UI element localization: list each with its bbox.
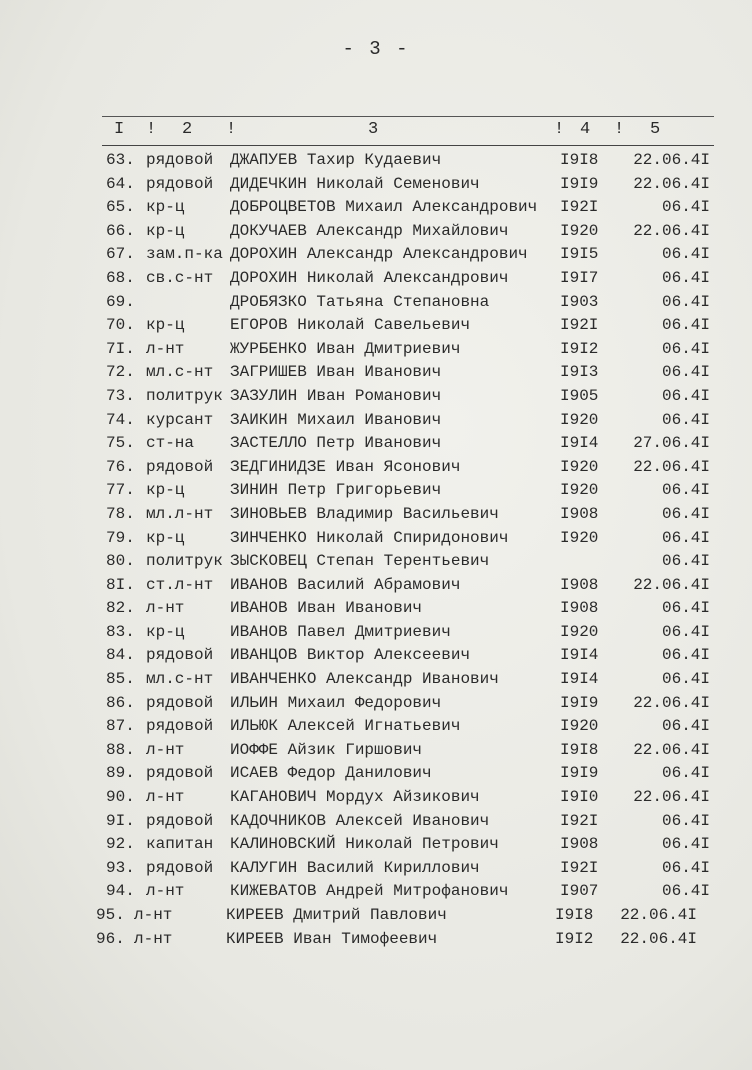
row-date: 22.06.4I <box>633 151 710 169</box>
row-number: 84. <box>106 646 135 665</box>
row-date: 06.4I <box>661 670 710 689</box>
table-row <box>0 739 752 763</box>
row-birth-year: I9I4 <box>560 670 599 689</box>
row-number: 79. <box>106 528 135 547</box>
table-row <box>0 291 752 315</box>
table-row <box>0 267 752 291</box>
page-number: - 3 - <box>342 38 410 60</box>
row-birth-year: I92I <box>560 858 599 877</box>
row-date: 06.4I <box>661 481 710 500</box>
row-birth-year: I920 <box>560 622 599 641</box>
table-row <box>0 574 752 598</box>
row-number: 67. <box>106 245 135 264</box>
row-date: 06.4I <box>661 764 710 783</box>
row-name: ДОБРОЦВЕТОВ Михаил Александрович <box>230 198 538 217</box>
table-row <box>0 432 752 456</box>
table-row <box>0 597 752 621</box>
row-number: 76. <box>106 457 135 476</box>
row-rank: рядовой <box>146 858 214 877</box>
row-number: 72. <box>106 363 135 382</box>
row-date: 06.4I <box>661 316 710 335</box>
row-date: 06.4I <box>661 410 710 429</box>
row-birth-year: I9I9 <box>560 174 599 193</box>
header-col-2: 2 <box>182 120 193 139</box>
row-rank: рядовой <box>146 151 214 169</box>
row-number: 65. <box>106 198 135 217</box>
row-name: ЗЕДГИНИДЗЕ Иван Ясонович <box>230 457 461 476</box>
row-date: 06.4I <box>661 198 710 217</box>
row-number: 83. <box>106 622 135 641</box>
row-birth-year: I920 <box>560 717 599 736</box>
row-name: ДЖАПУЕВ Тахир Кудаевич <box>230 151 442 169</box>
row-date: 22.06.4I <box>633 457 710 476</box>
row-rank: рядовой <box>146 457 214 476</box>
row-number: 64. <box>106 174 135 193</box>
row-name: ДРОБЯЗКО Татьяна Степановна <box>230 292 490 311</box>
row-date: 06.4I <box>661 811 710 830</box>
row-birth-year: I92I <box>560 198 599 217</box>
header-sep-3: ! <box>554 120 565 139</box>
row-name: ЗЫСКОВЕЦ Степан Терентьевич <box>230 552 490 571</box>
table-row <box>0 810 752 834</box>
row-number: 73. <box>106 386 135 405</box>
row-name: КАЛИНОВСКИЙ Николай Петрович <box>230 835 499 854</box>
table-row <box>0 503 752 527</box>
row-number: 96. <box>96 929 125 948</box>
table-row <box>0 243 752 267</box>
row-date: 06.4I <box>661 245 710 264</box>
table-row <box>0 550 752 574</box>
row-name: ЕГОРОВ Николай Савельевич <box>230 316 471 335</box>
row-birth-year: I908 <box>560 575 599 594</box>
row-birth-year: I920 <box>560 221 599 240</box>
row-name: ИСАЕВ Федор Данилович <box>230 764 432 783</box>
row-birth-year: I908 <box>560 835 599 854</box>
row-name: ЗАИКИН Михаил Иванович <box>230 410 442 429</box>
table-row <box>0 833 752 857</box>
table-row <box>0 220 752 244</box>
row-birth-year: I9I8 <box>555 906 594 924</box>
row-number: 68. <box>106 268 135 287</box>
row-name: КАДОЧНИКОВ Алексей Иванович <box>230 811 490 830</box>
row-number: 95. <box>96 906 125 924</box>
row-date: 06.4I <box>661 504 710 523</box>
header-col-1: I <box>114 120 125 139</box>
row-number: 85. <box>106 670 135 689</box>
row-birth-year: I907 <box>560 882 599 901</box>
row-date: 06.4I <box>661 363 710 382</box>
row-date: 06.4I <box>661 268 710 287</box>
table-row <box>0 149 752 173</box>
row-name: ЗИНЧЕНКО Николай Спиридонович <box>230 528 509 547</box>
row-birth-year: I9I3 <box>560 363 599 382</box>
row-rank: л-нт <box>146 740 185 759</box>
table-row <box>0 857 752 881</box>
table-row <box>0 786 752 810</box>
row-number: 69. <box>106 292 135 311</box>
row-date: 22.06.4I <box>633 221 710 240</box>
row-name: ИВАНОВ Василий Абрамович <box>230 575 461 594</box>
row-rank: л-нт <box>146 599 185 618</box>
row-rank: кр-ц <box>146 622 185 641</box>
row-rank: л-нт <box>134 906 173 924</box>
row-date: 22.06.4I <box>633 788 710 807</box>
row-name: ЗИНИН Петр Григорьевич <box>230 481 442 500</box>
table-row <box>0 904 752 928</box>
row-rank: св.с-нт <box>146 268 214 287</box>
row-date: 06.4I <box>661 292 710 311</box>
row-birth-year: I9I4 <box>560 434 599 453</box>
row-rank: мл.с-нт <box>146 670 214 689</box>
row-date: 06.4I <box>661 858 710 877</box>
row-rank: ст-на <box>146 434 195 453</box>
row-rank: зам.п-ка <box>146 245 223 264</box>
row-birth-year: I9I8 <box>560 740 599 759</box>
row-name: ИВАНОВ Павел Дмитриевич <box>230 622 451 641</box>
row-birth-year: I92I <box>560 316 599 335</box>
row-number: 87. <box>106 717 135 736</box>
header-sep-2: ! <box>226 120 237 139</box>
table-row <box>0 880 752 904</box>
row-number: 78. <box>106 504 135 523</box>
header-col-4: 4 <box>580 120 591 139</box>
row-rank: рядовой <box>146 764 214 783</box>
row-rank: политрук <box>146 386 223 405</box>
table-row <box>0 668 752 692</box>
row-rank: кр-ц <box>146 316 185 335</box>
row-rank: мл.с-нт <box>146 363 214 382</box>
row-name: ЗИНОВЬЕВ Владимир Васильевич <box>230 504 499 523</box>
header-col-3: 3 <box>368 120 379 139</box>
row-rank: курсант <box>146 410 214 429</box>
row-rank: мл.л-нт <box>146 504 214 523</box>
row-rank: ст.л-нт <box>146 575 214 594</box>
row-birth-year: I920 <box>560 528 599 547</box>
row-rank: рядовой <box>146 693 214 712</box>
row-name: КАЛУГИН Василий Кириллович <box>230 858 480 877</box>
row-number: 8I. <box>106 575 135 594</box>
table-row <box>0 644 752 668</box>
row-name: КИРЕЕВ Иван Тимофеевич <box>226 929 438 948</box>
row-number: 86. <box>106 693 135 712</box>
header-sep-1: ! <box>146 120 157 139</box>
row-rank: л-нт <box>146 788 185 807</box>
row-birth-year: I908 <box>560 504 599 523</box>
row-birth-year: I903 <box>560 292 599 311</box>
row-number: 88. <box>106 740 135 759</box>
row-birth-year: I9I8 <box>560 151 599 169</box>
row-rank: л-нт <box>134 929 173 948</box>
table-row <box>0 527 752 551</box>
row-birth-year: I920 <box>560 481 599 500</box>
row-number: 66. <box>106 221 135 240</box>
row-date: 06.4I <box>661 882 710 901</box>
row-date: 22.06.4I <box>620 906 697 924</box>
row-date: 22.06.4I <box>620 929 697 948</box>
row-number: 7I. <box>106 339 135 358</box>
row-rank: кр-ц <box>146 221 185 240</box>
row-name: ДИДЕЧКИН Николай Семенович <box>230 174 480 193</box>
row-date: 06.4I <box>661 386 710 405</box>
row-number: 90. <box>106 788 135 807</box>
row-date: 06.4I <box>661 835 710 854</box>
row-birth-year: I905 <box>560 386 599 405</box>
row-number: 9I. <box>106 811 135 830</box>
row-birth-year: I920 <box>560 410 599 429</box>
table-row <box>0 196 752 220</box>
row-birth-year: I908 <box>560 599 599 618</box>
row-name: КИРЕЕВ Дмитрий Павлович <box>226 906 447 924</box>
row-date: 22.06.4I <box>633 575 710 594</box>
row-rank: л-нт <box>146 882 185 901</box>
row-name: ЗАСТЕЛЛО Петр Иванович <box>230 434 442 453</box>
table-row <box>0 338 752 362</box>
row-birth-year: I9I2 <box>555 929 594 948</box>
row-name: ИВАНОВ Иван Иванович <box>230 599 423 618</box>
row-birth-year: I9I2 <box>560 339 599 358</box>
row-number: 93. <box>106 858 135 877</box>
row-date: 22.06.4I <box>633 174 710 193</box>
table-row <box>0 173 752 197</box>
row-name: ЗАЗУЛИН Иван Романович <box>230 386 442 405</box>
row-date: 06.4I <box>661 646 710 665</box>
row-number: 75. <box>106 434 135 453</box>
row-date: 06.4I <box>661 717 710 736</box>
row-name: ДОКУЧАЕВ Александр Михайлович <box>230 221 509 240</box>
table-row <box>0 456 752 480</box>
row-rank: рядовой <box>146 717 214 736</box>
table-row <box>0 479 752 503</box>
row-date: 06.4I <box>661 599 710 618</box>
row-name: ИВАНЧЕНКО Александр Иванович <box>230 670 499 689</box>
table-row <box>0 762 752 786</box>
row-number: 89. <box>106 764 135 783</box>
row-rank: кр-ц <box>146 198 185 217</box>
table-row <box>0 361 752 385</box>
row-number: 63. <box>106 151 135 169</box>
table-row <box>0 621 752 645</box>
row-name: ЗАГРИШЕВ Иван Иванович <box>230 363 442 382</box>
row-date: 06.4I <box>661 622 710 641</box>
row-rank: рядовой <box>146 811 214 830</box>
row-rank: политрук <box>146 552 223 571</box>
row-name: ДОРОХИН Александр Александрович <box>230 245 528 264</box>
table-row <box>0 715 752 739</box>
table-row <box>0 409 752 433</box>
row-name: ДОРОХИН Николай Александрович <box>230 268 509 287</box>
row-date: 06.4I <box>661 339 710 358</box>
row-name: ИОФФЕ Айзик Гиршович <box>230 740 423 759</box>
table-row <box>0 928 752 952</box>
header-col-5: 5 <box>650 120 661 139</box>
table-body <box>0 149 752 951</box>
row-rank: л-нт <box>146 339 185 358</box>
row-number: 94. <box>106 882 135 901</box>
row-birth-year: I9I7 <box>560 268 599 287</box>
row-number: 74. <box>106 410 135 429</box>
row-birth-year: I9I5 <box>560 245 599 264</box>
row-birth-year: I92I <box>560 811 599 830</box>
row-date: 06.4I <box>661 528 710 547</box>
table-row <box>0 692 752 716</box>
row-date: 27.06.4I <box>633 434 710 453</box>
table-row <box>0 385 752 409</box>
row-rank: рядовой <box>146 174 214 193</box>
row-rank: рядовой <box>146 646 214 665</box>
row-birth-year: I920 <box>560 457 599 476</box>
row-number: 70. <box>106 316 135 335</box>
table-header <box>102 116 714 146</box>
row-birth-year: I9I4 <box>560 646 599 665</box>
row-name: ИВАНЦОВ Виктор Алексеевич <box>230 646 471 665</box>
row-name: ЖУРБЕНКО Иван Дмитриевич <box>230 339 461 358</box>
row-date: 22.06.4I <box>633 740 710 759</box>
row-birth-year: I9I9 <box>560 693 599 712</box>
row-number: 77. <box>106 481 135 500</box>
row-rank: кр-ц <box>146 528 185 547</box>
row-date: 22.06.4I <box>633 693 710 712</box>
table-row <box>0 314 752 338</box>
row-rank: капитан <box>146 835 214 854</box>
row-rank: кр-ц <box>146 481 185 500</box>
header-sep-4: ! <box>614 120 625 139</box>
row-name: ИЛЬЮК Алексей Игнатьевич <box>230 717 461 736</box>
row-name: КАГАНОВИЧ Мордух Айзикович <box>230 788 480 807</box>
row-birth-year: I9I0 <box>560 788 599 807</box>
row-number: 82. <box>106 599 135 618</box>
row-number: 80. <box>106 552 135 571</box>
row-number: 92. <box>106 835 135 854</box>
row-birth-year: I9I9 <box>560 764 599 783</box>
row-name: КИЖЕВАТОВ Андрей Митрофанович <box>230 882 509 901</box>
row-date: 06.4I <box>661 552 710 571</box>
row-name: ИЛЬИН Михаил Федорович <box>230 693 442 712</box>
